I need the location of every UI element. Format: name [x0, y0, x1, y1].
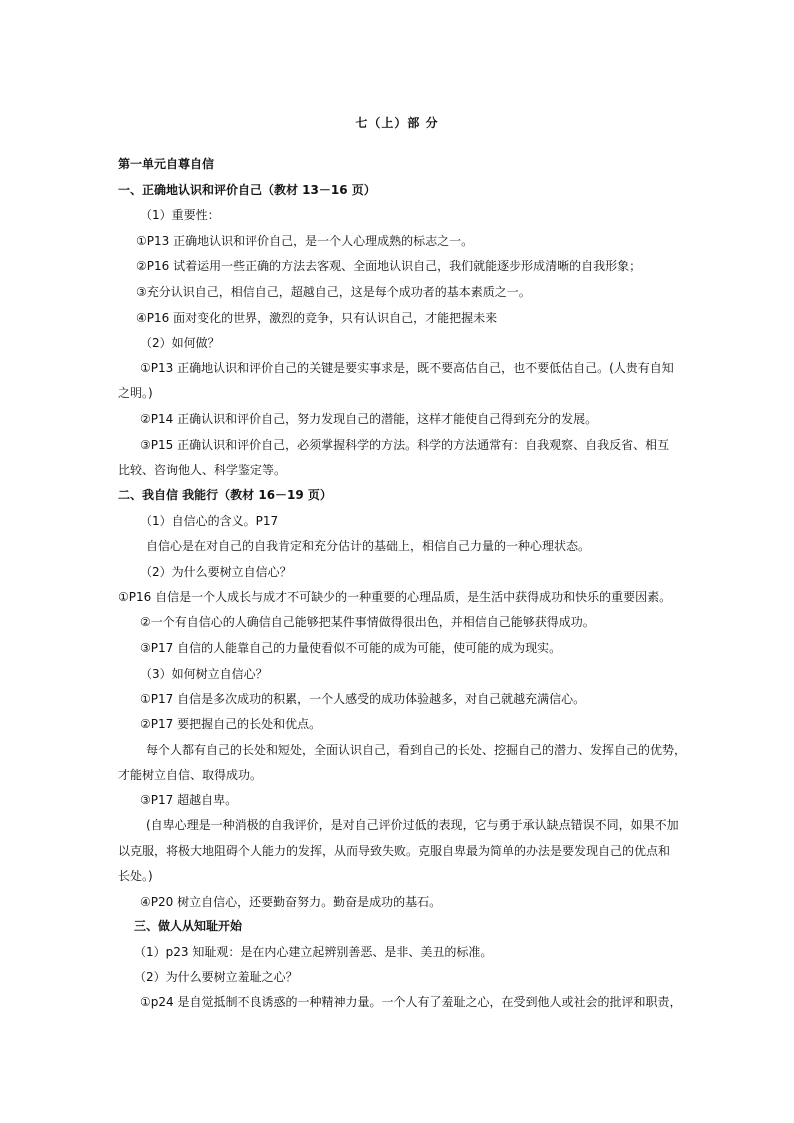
text-line: 每个人都有自己的长处和短处，全面认识自己，看到自己的长处、挖掘自己的潜力、发挥自己的优势，	[146, 743, 687, 757]
unit-heading: 第一单元自尊自信	[118, 157, 215, 171]
section-heading-3: 三、做人从知耻开始	[134, 919, 243, 933]
text-line: ②P16 试着运用一些正确的方法去客观、全面地认识自己，我们就能逐步形成清晰的自我形象；	[136, 259, 642, 273]
text-line: ②P17 要把握自己的长处和优点。	[140, 717, 322, 731]
text-line: （1）p23 知耻观：是在内心建立起辨别善恶、是非、美丑的标准。	[134, 945, 493, 959]
text-line: 长处。)	[118, 869, 153, 883]
text-line: 以克服，将极大地阻碍个人能力的发挥，从而导致失败。克服自卑最为简单的办法是要发现自己的优点和	[118, 844, 671, 858]
text-line: (自卑心理是一种消极的自我评价，是对自己评价过低的表现，它与勇于承认缺点错误不同，如果不加	[146, 818, 679, 832]
text-line: ③P15 正确认识和评价自己，必须掌握科学的方法。科学的方法通常有：自我观察、自我反省、相互	[140, 438, 670, 452]
subheading: （1）重要性：	[140, 208, 220, 222]
text-line: ③充分认识自己，相信自己，超越自己，这是每个成功者的基本素质之一。	[136, 285, 531, 299]
text-line: ①P13 正确地认识和评价自己，是一个人心理成熟的标志之一。	[136, 234, 474, 248]
section-heading-2: 二、我自信 我能行（教材 16－19 页）	[118, 488, 332, 502]
text-line: ①P17 自信是多次成功的积累，一个人感受的成功体验越多，对自己就越充满信心。	[140, 692, 586, 706]
text-line: ①P13 正确地认识和评价自己的关键是要实事求是，既不要高估自己，也不要低估自己。(人贵有自知	[140, 361, 674, 375]
subheading: （1）自信心的含义。P17	[140, 514, 279, 528]
text-line: 比较、咨询他人、科学鉴定等。	[118, 463, 287, 477]
text-line: 才能树立自信、取得成功。	[118, 768, 263, 782]
text-line: ②一个有自信心的人确信自己能够把某件事情做得很出色，并相信自己能够获得成功。	[140, 615, 595, 629]
section-heading-1: 一、正确地认识和评价自己（教材 13－16 页）	[118, 183, 376, 197]
text-line: ④P16 面对变化的世界，激烈的竞争，只有认识自己，才能把握未来	[136, 311, 498, 325]
subheading: （2）为什么要树立羞耻之心？	[134, 970, 298, 984]
subheading: （2）为什么要树立自信心？	[140, 565, 292, 579]
text-line: 之明。)	[118, 386, 153, 400]
text-line: 自信心是在对自己的自我肯定和充分估计的基础上，相信自己力量的一种心理状态。	[146, 539, 591, 553]
page-title: 七（上）部 分	[355, 116, 439, 130]
text-line: ①p24 是自觉抵制不良诱惑的一种精神力量。一个人有了羞耻之心，在受到他人或社会的批评和职责，	[140, 995, 682, 1009]
text-line: ④P20 树立自信心，还要勤奋努力。勤奋是成功的基石。	[140, 895, 442, 909]
subheading: （2）如何做？	[140, 336, 220, 350]
text-line: ③P17 自信的人能靠自己的力量使看似不可能的成为可能，使可能的成为现实。	[140, 641, 562, 655]
text-line: ②P14 正确认识和评价自己，努力发现自己的潜能，这样才能使自己得到充分的发展。	[140, 412, 598, 426]
text-line: ①P16 自信是一个人成长与成才不可缺少的一种重要的心理品质，是生活中获得成功和快乐的重要因素。	[118, 590, 672, 604]
text-line: ③P17 超越自卑。	[140, 793, 238, 807]
subheading: （3）如何树立自信心？	[140, 667, 268, 681]
